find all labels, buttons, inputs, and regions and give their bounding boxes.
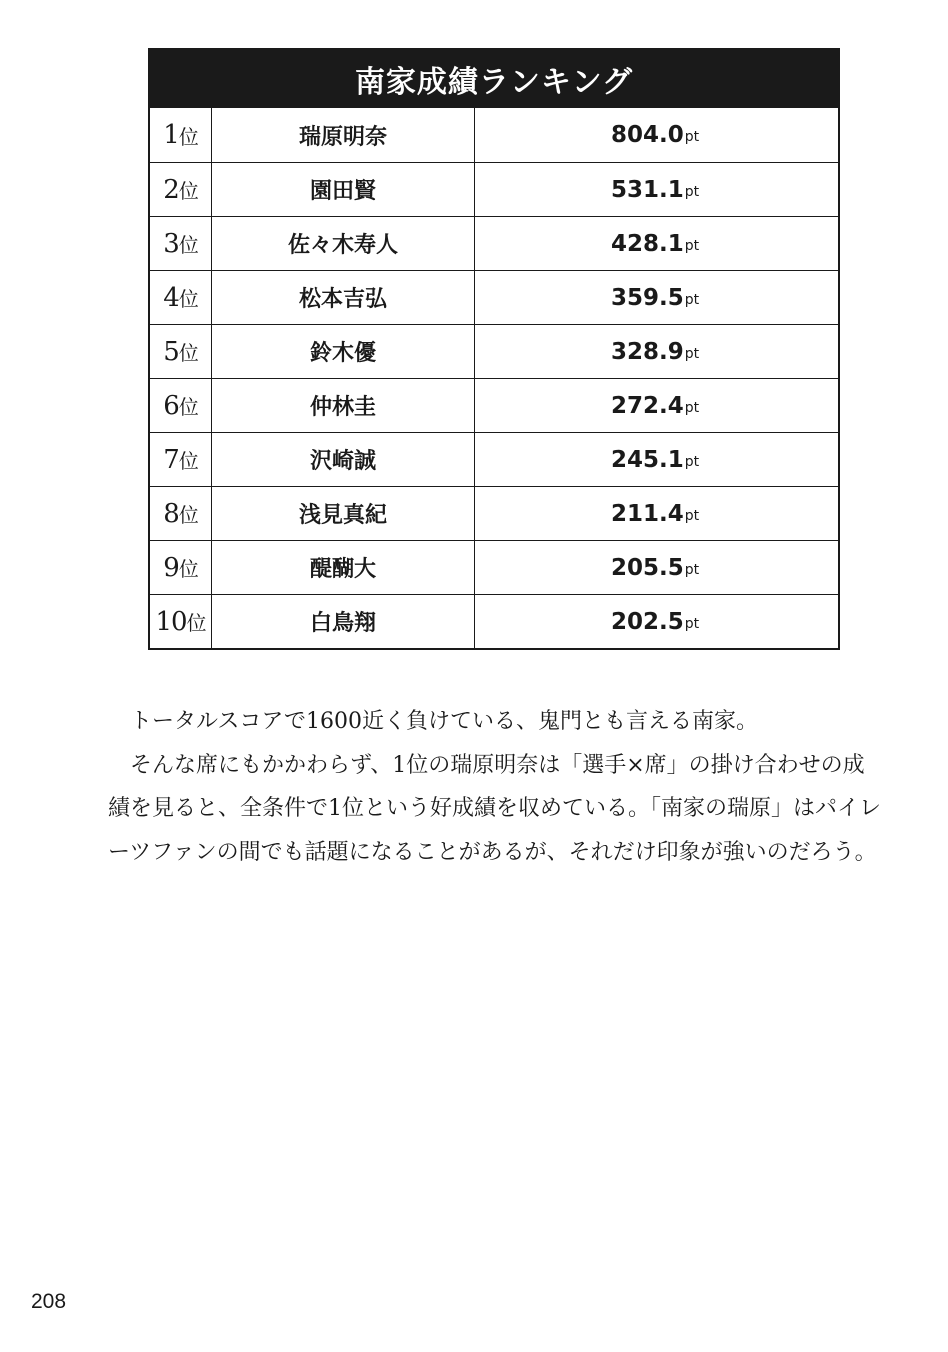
score-unit: pt: [684, 129, 700, 145]
player-name: 浅見真紀: [212, 487, 475, 540]
score-cell: [475, 433, 838, 486]
rank-number: 1: [163, 120, 179, 150]
player-name: 鈴木優: [212, 325, 475, 378]
score-value: 428.1: [611, 230, 684, 257]
score-value: 804.0: [611, 122, 684, 148]
score-value: 531.1: [611, 176, 684, 203]
score-value: 245.1: [611, 446, 684, 473]
rank-suffix: 位: [178, 179, 198, 203]
score-cell: [475, 163, 838, 216]
table-row: [150, 324, 838, 378]
table-row: [150, 108, 838, 162]
rank-cell: [150, 217, 212, 270]
score-unit: pt: [684, 615, 700, 632]
table-row: [150, 432, 838, 486]
rank-number: 3: [163, 228, 179, 259]
rank-number: 6: [163, 390, 179, 421]
table-row: [150, 216, 838, 270]
score-value: 202.5: [611, 608, 684, 635]
score-unit: pt: [684, 237, 700, 254]
table-row: [150, 540, 838, 594]
player-name: 松本吉弘: [212, 271, 475, 324]
score-cell: [475, 325, 838, 378]
player-name: 園田賢: [212, 163, 475, 216]
score-cell: [475, 595, 838, 648]
paragraph: そんな席にもかかわらず、1位の瑞原明奈は「選手×席」の掛け合わせの成績を見ると、全条件で1位という好成績を収めている。「南家の瑞原」はパイレーツファンの間でも話題になることがあるが、それだけ印象が強いのだろう。: [108, 752, 881, 865]
table-row: [150, 378, 838, 432]
score-unit: pt: [684, 399, 700, 416]
player-name: 醍醐大: [212, 541, 475, 594]
ranking-rows: [150, 108, 838, 648]
table-row: [150, 594, 838, 648]
rank-number: 8: [163, 498, 179, 529]
score-cell: [475, 487, 838, 540]
rank-suffix: 位: [178, 124, 198, 149]
rank-number: 5: [163, 336, 179, 367]
player-name: 仲林圭: [212, 379, 475, 432]
paragraph: トータルスコアで1600近く負けている、鬼門とも言える南家。: [130, 709, 758, 734]
score-value: 211.4: [611, 500, 684, 527]
ranking-table: [148, 48, 840, 650]
table-row: [150, 270, 838, 324]
rank-cell: [150, 163, 212, 216]
rank-suffix: 位: [178, 341, 198, 365]
table-title: 南家成績ランキング: [150, 50, 838, 108]
score-cell: [475, 541, 838, 594]
table-row: [150, 486, 838, 540]
rank-cell: [150, 271, 212, 324]
rank-number: 10: [155, 606, 187, 637]
player-name: 佐々木寿人: [212, 217, 475, 270]
rank-suffix: 位: [178, 503, 198, 527]
score-unit: pt: [684, 345, 700, 362]
rank-cell: [150, 325, 212, 378]
body-text: [108, 700, 884, 874]
rank-cell: [150, 541, 212, 594]
rank-number: 2: [163, 174, 179, 205]
score-unit: pt: [684, 453, 700, 470]
rank-cell: [150, 108, 212, 162]
score-value: 359.5: [611, 284, 684, 311]
rank-suffix: 位: [186, 611, 206, 635]
rank-suffix: 位: [178, 233, 198, 257]
score-value: 328.9: [611, 338, 684, 365]
score-cell: [475, 379, 838, 432]
rank-number: 4: [163, 282, 179, 313]
score-value: 205.5: [611, 554, 684, 581]
score-unit: pt: [684, 561, 700, 578]
rank-number: 9: [163, 552, 179, 583]
score-cell: [475, 271, 838, 324]
score-cell: [475, 217, 838, 270]
rank-suffix: 位: [178, 449, 198, 473]
rank-suffix: 位: [178, 557, 198, 581]
table-row: [150, 162, 838, 216]
rank-suffix: 位: [178, 395, 198, 419]
score-unit: pt: [684, 507, 700, 524]
rank-number: 7: [163, 444, 179, 475]
player-name: 沢崎誠: [212, 433, 475, 486]
rank-cell: [150, 487, 212, 540]
score-cell: [475, 108, 838, 162]
page-number: 208: [31, 1290, 67, 1313]
score-unit: pt: [684, 183, 700, 200]
rank-cell: [150, 595, 212, 648]
score-value: 272.4: [611, 392, 684, 419]
rank-cell: [150, 379, 212, 432]
player-name: 白鳥翔: [212, 595, 475, 648]
score-unit: pt: [684, 291, 700, 308]
rank-cell: [150, 433, 212, 486]
rank-suffix: 位: [178, 287, 198, 311]
player-name: 瑞原明奈: [212, 108, 475, 162]
